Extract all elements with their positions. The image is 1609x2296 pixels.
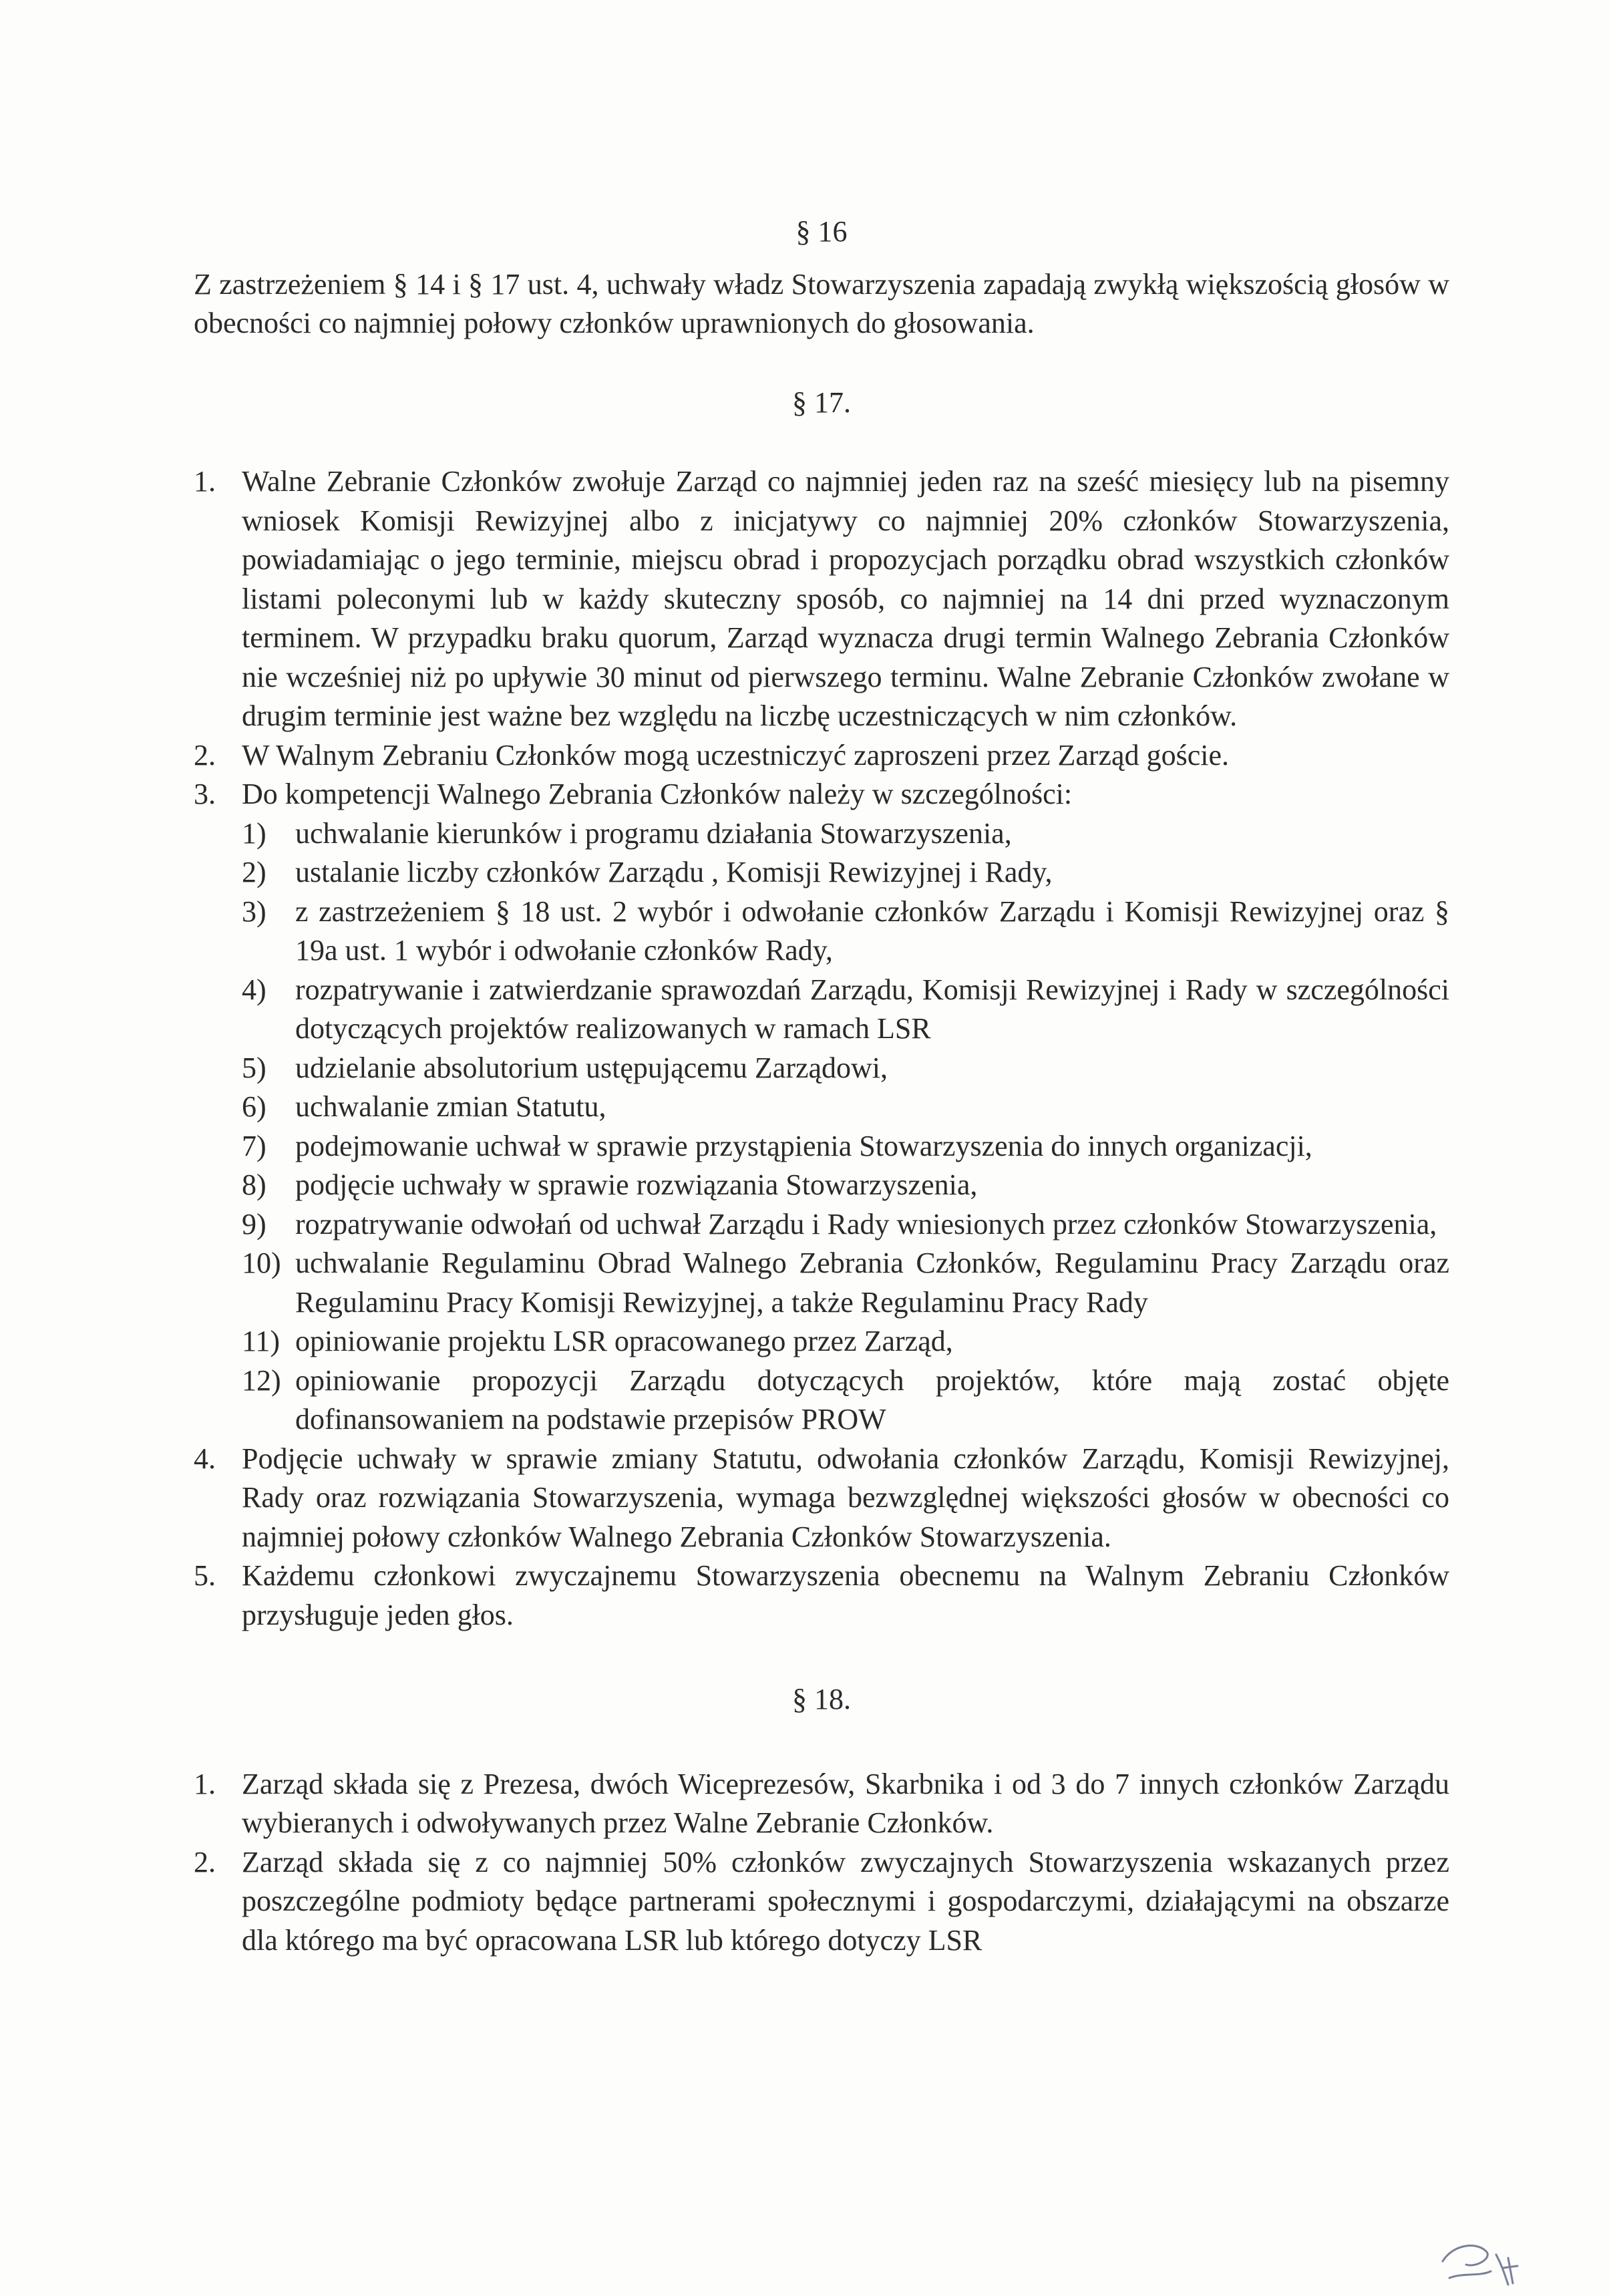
competence-number: 7)	[242, 1129, 266, 1162]
competence-number: 11)	[242, 1325, 281, 1357]
competences-list	[242, 814, 1449, 1440]
item-number: 4.	[194, 1442, 216, 1475]
item-text: Zarząd składa się z co najmniej 50% członków zwyczajnych Stowarzyszenia wskazanych przez poszczególne podmioty będące partnerami społecznymi i gospodarczymi, działającymi na obszarze dla którego ma być opracowana LSR lub którego dotyczy LSR	[242, 1845, 1449, 1957]
item-number: 2.	[194, 1845, 216, 1878]
competence-item	[242, 1244, 1449, 1322]
competence-text: udzielanie absolutorium ustępującemu Zarządowi,	[295, 1051, 888, 1084]
competence-item	[242, 1322, 1449, 1361]
item-number: 2.	[194, 738, 216, 772]
competence-text: rozpatrywanie odwołań od uchwał Zarządu i Rady wniesionych przez członków Stowarzyszenia,	[295, 1207, 1437, 1241]
competence-number: 4)	[242, 973, 266, 1006]
competence-number: 8)	[242, 1168, 266, 1201]
section-18-list	[194, 1765, 1449, 1961]
competence-item	[242, 892, 1449, 971]
item-number: 1.	[194, 465, 216, 498]
section-17-item-5	[194, 1556, 1449, 1635]
competence-number: 1)	[242, 816, 266, 850]
competence-item	[242, 814, 1449, 854]
item-text: Do kompetencji Walnego Zebrania Członków należy w szczególności:	[242, 778, 1073, 810]
competence-number: 3)	[242, 894, 266, 928]
competence-number: 6)	[242, 1090, 266, 1123]
competence-text: podejmowanie uchwał w sprawie przystąpienia Stowarzyszenia do innych organizacji,	[295, 1129, 1312, 1162]
competence-text: uchwalanie zmian Statutu,	[295, 1090, 606, 1123]
competence-item	[242, 1088, 1449, 1127]
item-text: W Walnym Zebraniu Członków mogą uczestniczyć zaproszeni przez Zarząd goście.	[242, 738, 1229, 772]
competence-text: uchwalanie Regulaminu Obrad Walnego Zebrania Członków, Regulaminu Pracy Zarządu oraz Regulaminu Pracy Komisji Rewizyjnej, a także Regulaminu Pracy Rady	[295, 1247, 1449, 1319]
item-number: 1.	[194, 1767, 216, 1800]
competence-number: 9)	[242, 1207, 266, 1241]
section-18-item-2	[194, 1843, 1449, 1961]
competence-number: 12)	[242, 1363, 281, 1397]
competence-text: uchwalanie kierunków i programu działania Stowarzyszenia,	[295, 816, 1012, 850]
competence-number: 2)	[242, 856, 266, 888]
competence-item	[242, 971, 1449, 1049]
competence-text: opiniowanie propozycji Zarządu dotyczących projektów, które mają zostać objęte dofinansowaniem na podstawie przepisów PROW	[295, 1363, 1449, 1436]
competence-item	[242, 1049, 1449, 1088]
section-18-item-1	[194, 1765, 1449, 1843]
competence-text: opiniowanie projektu LSR opracowanego przez Zarząd,	[295, 1325, 953, 1357]
competence-item	[242, 1166, 1449, 1205]
section-18-heading: § 18.	[792, 1683, 851, 1715]
section-17-list	[194, 462, 1449, 1635]
competence-text: ustalanie liczby członków Zarządu , Komisji Rewizyjnej i Rady,	[295, 856, 1053, 888]
document-page	[194, 212, 1449, 1960]
handwritten-initials	[1429, 2231, 1530, 2291]
competence-number: 10)	[242, 1247, 281, 1279]
competence-item	[242, 1205, 1449, 1245]
competence-text: z zastrzeżeniem § 18 ust. 2 wybór i odwołanie członków Zarządu i Komisji Rewizyjnej oraz § 19a ust. 1 wybór i odwołanie członków Rady,	[295, 894, 1449, 967]
section-17-item-4	[194, 1440, 1449, 1557]
competence-number: 5)	[242, 1051, 266, 1084]
section-16-text: Z zastrzeżeniem § 14 i § 17 ust. 4, uchwały władz Stowarzyszenia zapadają zwykłą większością głosów w obecności co najmniej połowy członków uprawnionych do głosowania.	[194, 267, 1449, 339]
competence-item	[242, 1361, 1449, 1440]
competence-text: rozpatrywanie i zatwierdzanie sprawozdań Zarządu, Komisji Rewizyjnej i Rady w szczególności dotyczących projektów realizowanych w ramach LSR	[295, 973, 1449, 1045]
section-17-item-2	[194, 736, 1449, 776]
section-17-heading: § 17.	[792, 385, 851, 419]
item-text: Zarząd składa się z Prezesa, dwóch Wiceprezesów, Skarbnika i od 3 do 7 innych członków Zarządu wybieranych i odwoływanych przez Walne Zebranie Członków.	[242, 1767, 1449, 1839]
item-text: Podjęcie uchwały w sprawie zmiany Statutu, odwołania członków Zarządu, Komisji Rewizyjnej, Rady oraz rozwiązania Stowarzyszenia, wymaga bezwzględnej większości głosów w obecności co najmniej połowy członków Walnego Zebrania Członków Stowarzyszenia.	[242, 1442, 1449, 1553]
item-number: 3.	[194, 778, 216, 810]
section-17-item-3	[194, 775, 1449, 1440]
competence-item	[242, 853, 1449, 892]
competence-item	[242, 1127, 1449, 1166]
competence-text: podjęcie uchwały w sprawie rozwiązania Stowarzyszenia,	[295, 1168, 978, 1201]
section-16-heading: § 16	[795, 215, 848, 248]
item-text: Walne Zebranie Członków zwołuje Zarząd co najmniej jeden raz na sześć miesięcy lub na pisemny wniosek Komisji Rewizyjnej albo z inicjatywy co najmniej 20% członków Stowarzyszenia, powiadamiając o jego terminie, miejscu obrad i propozycjach porządku obrad wszystkich członków listami poleconymi lub w każdy skuteczny sposób, co najmniej na 14 dni przed wyznaczonym terminem. W przypadku braku quorum, Zarząd wyznacza drugi termin Walnego Zebrania Członków nie wcześniej niż po upływie 30 minut od pierwszego terminu. Walne Zebranie Członków zwołane w drugim terminie jest ważne bez względu na liczbę uczestniczących w nim członków.	[242, 465, 1449, 732]
section-17-item-1	[194, 462, 1449, 736]
item-number: 5.	[194, 1559, 216, 1592]
item-text: Każdemu członkowi zwyczajnemu Stowarzyszenia obecnemu na Walnym Zebraniu Członków przysługuje jeden głos.	[242, 1559, 1449, 1631]
